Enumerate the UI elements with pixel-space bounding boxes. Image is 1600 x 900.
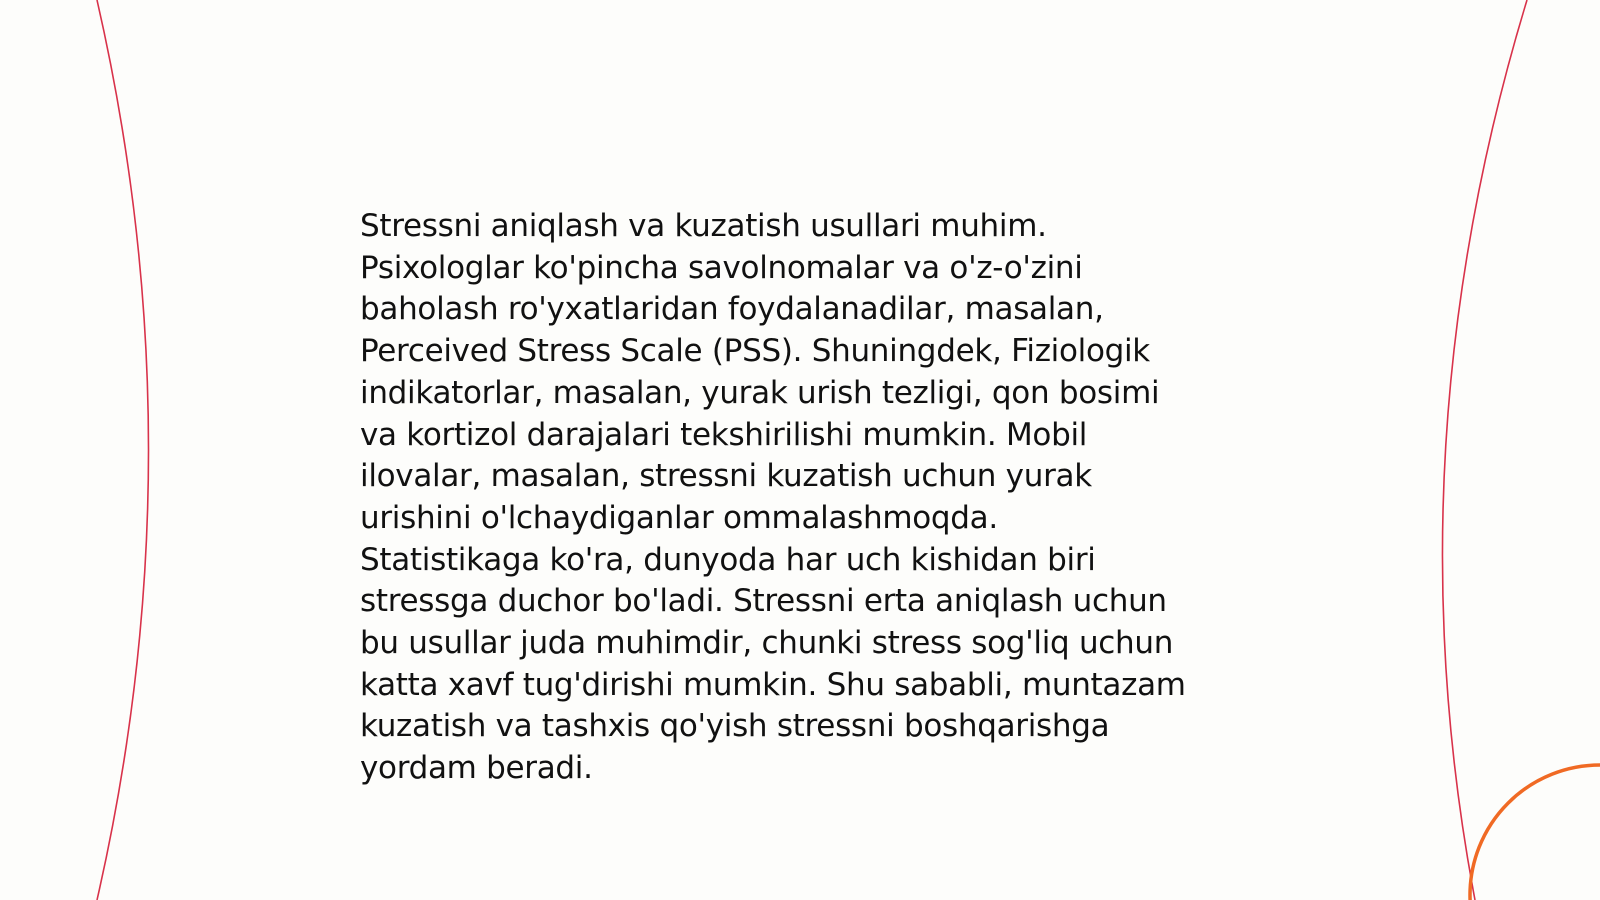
left-curve-line bbox=[97, 0, 149, 900]
slide-body-text: Stressni aniqlash va kuzatish usullari muhim. Psixologlar ko'pincha savolnomalar va o'z-o'zini baholash ro'yxatlaridan foydalanadilar, masalan, Perceived Stress Scale (PSS). Shuningdek, Fiziologik indikatorlar, masalan, yurak urish tezligi, qon bosimi va kortizol darajalari tekshirilishi mumkin. Mobil ilovalar, masalan, stressni kuzatish uchun yurak urishini o'lchaydiganlar ommalashmoqda. Statistikaga ko'ra, dunyoda har uch kishidan biri stressga duchor bo'ladi. Stressni erta aniqlash uchun bu usullar juda muhimdir, chunki stress sog'liq uchun katta xavf tug'dirishi mumkin. Shu sababli, muntazam kuzatish va tashxis qo'yish stressni boshqarishga yordam beradi. bbox=[360, 208, 1186, 787]
right-curve-line bbox=[1442, 0, 1527, 900]
orange-circle-outline bbox=[1470, 765, 1600, 900]
